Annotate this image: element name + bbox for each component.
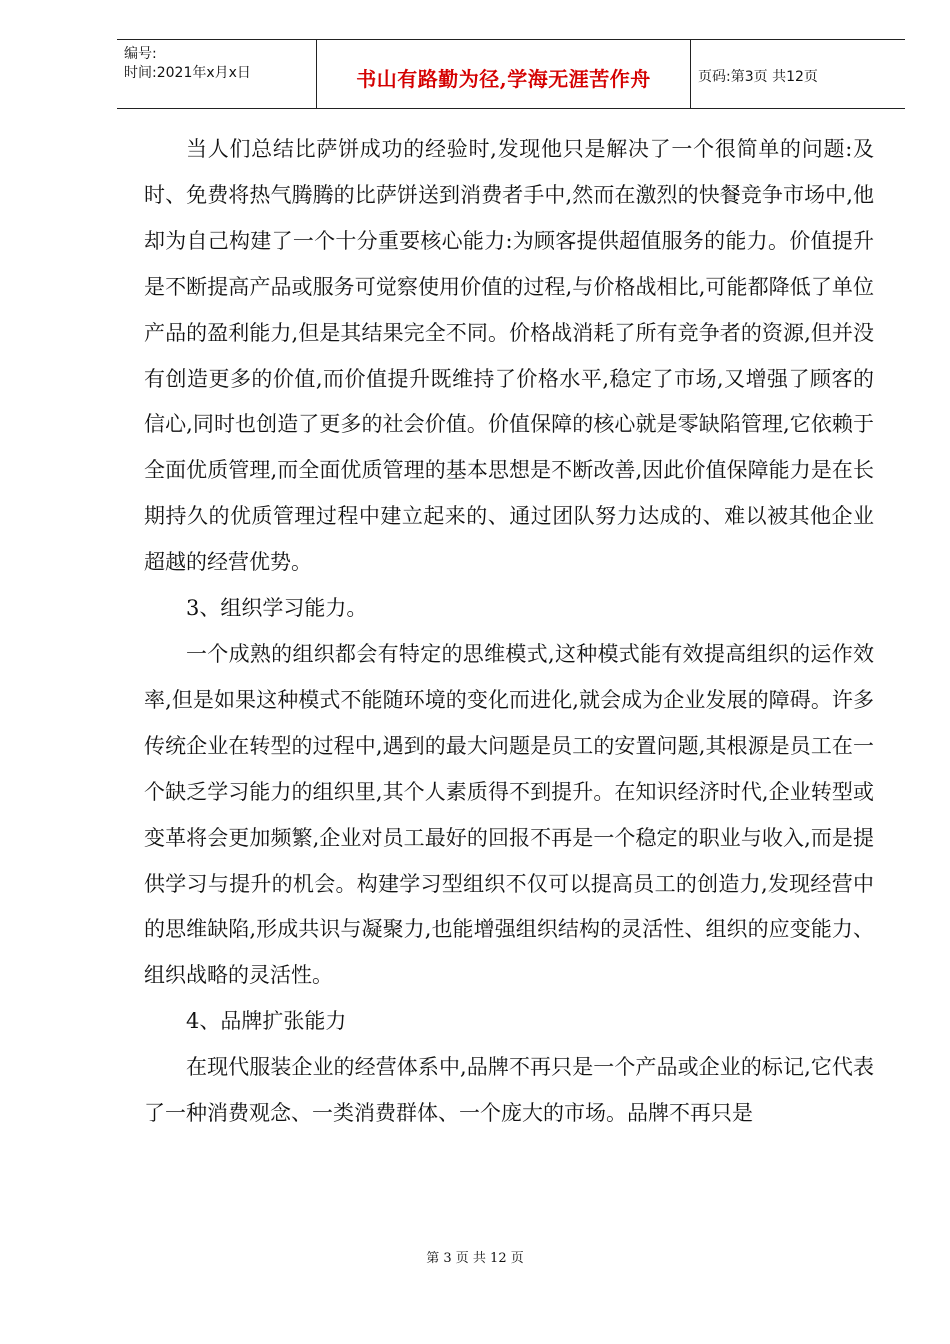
- paragraph-brand-expansion: 在现代服装企业的经营体系中,品牌不再只是一个产品或企业的标记,它代表了一种消费观念、一类消费群体、一个庞大的市场。品牌不再只是: [144, 1055, 874, 1126]
- header-page-cell: [690, 40, 905, 108]
- document-time-label: 时间:2021年x月x日: [124, 65, 251, 81]
- page-footer: 第 3 页 共 12 页: [426, 1251, 524, 1266]
- document-number-label: 编号:: [124, 46, 157, 62]
- section-heading-learning: 3、组织学习能力。: [186, 596, 368, 621]
- header-motto-cell: [316, 40, 691, 108]
- header-meta-cell: [117, 40, 316, 108]
- section-heading-brand: 4、品牌扩张能力: [186, 1009, 347, 1034]
- header-page-code: 页码:第3页 共12页: [698, 69, 818, 85]
- page-header: [117, 39, 905, 109]
- paragraph-learning-organization: 一个成熟的组织都会有特定的思维模式,这种模式能有效提高组织的运作效率,但是如果这种模式不能随环境的变化而进化,就会成为企业发展的障碍。许多传统企业在转型的过程中,遇到的最大问题是员工的安置问题,其根源是员工在一个缺乏学习能力的组织里,其个人素质得不到提升。在知识经济时代,企业转型或变革将会更加频繁,企业对员工最好的回报不再是一个稳定的职业与收入,而是提供学习与提升的机会。构建学习型组织不仅可以提高员工的创造力,发现经营中的思维缺陷,形成共识与凝聚力,也能增强组织结构的灵活性、组织的应变能力、组织战略的灵活性。: [144, 641, 874, 988]
- document-body: [144, 127, 874, 1137]
- paragraph-value-service: 当人们总结比萨饼成功的经验时,发现他只是解决了一个很简单的问题:及时、免费将热气腾腾的比萨饼送到消费者手中,然而在激烈的快餐竞争市场中,他却为自己构建了一个十分重要核心能力:为顾客提供超值服务的能力。价值提升是不断提高产品或服务可觉察使用价值的过程,与价格战相比,可能都降低了单位产品的盈利能力,但是其结果完全不同。价格战消耗了所有竞争者的资源,但并没有创造更多的价值,而价值提升既维持了价格水平,稳定了市场,又增强了顾客的信心,同时也创造了更多的社会价值。价值保障的核心就是零缺陷管理,它依赖于全面优质管理,而全面优质管理的基本思想是不断改善,因此价值保障能力是在长期持久的优质管理过程中建立起来的、通过团队努力达成的、难以被其他企业超越的经营优势。: [144, 137, 874, 575]
- header-motto: 书山有路勤为径,学海无涯苦作舟: [356, 67, 651, 91]
